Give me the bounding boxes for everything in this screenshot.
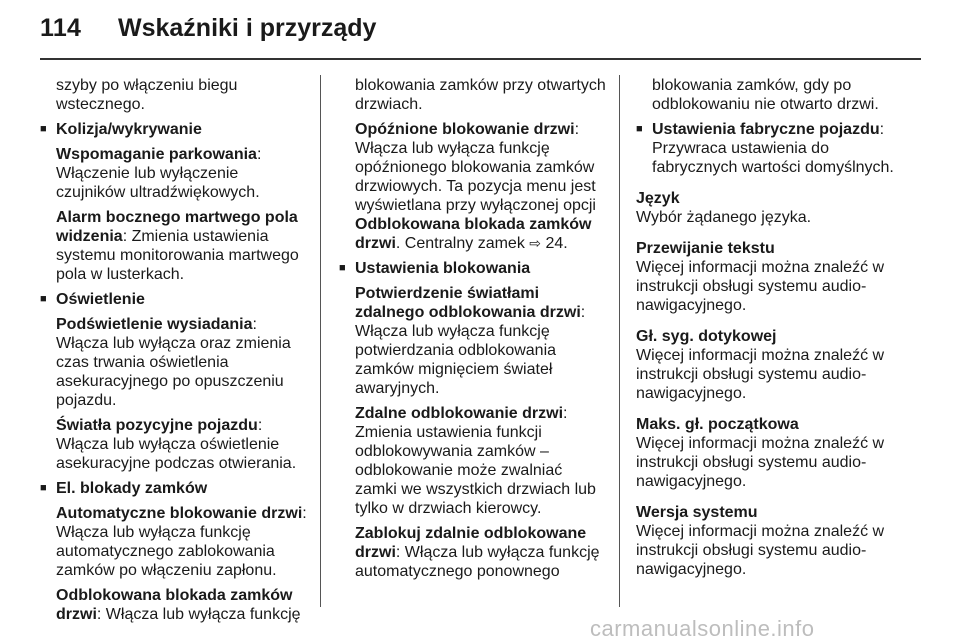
- setting-term: Ustawienia fabryczne pojazdu: [652, 121, 880, 138]
- setting-description: Włącza lub wyłącza funkcję automatycznego zablokowania zamków po włączeniu zapłonu.: [56, 524, 277, 579]
- paragraph: Więcej informacji można znaleźć w instrukcji obsługi systemu audio-nawigacyjnego.: [636, 435, 885, 490]
- setting-term: Wspomaganie parkowania: [56, 146, 257, 163]
- setting-description: Zmienia ustawienia funkcji odblokowywania zamków – odblokowanie może zwalniać zamki we wszystkich drzwiach lub tylko w drzwiach kierowcy.: [355, 424, 596, 517]
- setting-item: Zdalne odblokowanie drzwi: Zmienia ustawienia funkcji odblokowywania zamków – odblokowanie może zwalniać zamki we wszystkich drzwiach lub tylko w drzwiach kierowcy.: [355, 405, 596, 517]
- setting-item: Opóźnione blokowanie drzwi: Włącza lub wyłącza funkcję opóźnionego blokowania zamków drzwiowych. Ta pozycja menu jest wyświetlana przy wyłączonej opcji Odblokowana blokada zamków drzwi. Centralny zamek ⇨ 24.: [355, 121, 596, 252]
- section-heading: ■ Kolizja/wykrywanie: [40, 120, 308, 139]
- setting-description: Przywraca ustawienia do fabrycznych wartości domyślnych.: [652, 140, 894, 176]
- page-number: 114: [40, 14, 82, 42]
- setting-description: : Włącza lub wyłącza funkcję: [96, 606, 301, 623]
- page-title: Wskaźniki i przyrządy: [118, 14, 377, 42]
- continued-text: blokowania zamków przy otwartych drzwiach.: [355, 77, 606, 113]
- setting-item: Wspomaganie parkowania: Włączenie lub wyłączenie czujników ultradźwiękowych.: [56, 146, 262, 201]
- subheading: Maks. gł. początkowa: [636, 416, 799, 433]
- setting-term: Odblokowana blokada zamków drzwi: [56, 587, 293, 623]
- setting-term: Potwierdzenie światłami zdalnego odblokowania drzwi: [355, 285, 581, 321]
- subheading: Gł. syg. dotykowej: [636, 328, 777, 345]
- setting-term: Zablokuj zdalnie odblokowane drzwi: [355, 525, 587, 561]
- column-divider-1: [320, 75, 321, 607]
- setting-term: Zdalne odblokowanie drzwi: [355, 405, 564, 422]
- setting-term: Opóźnione blokowanie drzwi: [355, 121, 575, 138]
- setting-term: Podświetlenie wysiadania: [56, 316, 253, 333]
- intro-text: szyby po włączeniu biegu wstecznego.: [56, 77, 238, 113]
- subheading: Język: [636, 190, 680, 207]
- page-header: [0, 0, 960, 60]
- watermark: carmanualsonline.info: [590, 616, 815, 641]
- setting-item: [40, 315, 308, 410]
- setting-item: [40, 416, 308, 473]
- setting-term: Automatyczne blokowanie drzwi: [56, 505, 303, 522]
- setting-description: : Włącza lub wyłącza funkcję potwierdzania odblokowania zamków mignięciem świateł awaryjnych.: [355, 304, 586, 397]
- paragraph: Więcej informacji można znaleźć w instrukcji obsługi systemu audio-nawigacyjnego.: [636, 523, 885, 578]
- setting-item: [339, 524, 607, 581]
- setting-term: Światła pozycyjne pojazdu: [56, 417, 258, 434]
- setting-description: : Włącza lub wyłącza oświetlenie asekuracyjne podczas otwierania.: [56, 417, 297, 472]
- column-1: [40, 76, 308, 624]
- setting-item: [40, 208, 308, 284]
- setting-item: [40, 586, 308, 624]
- section-heading: ■ Ustawienia blokowania: [339, 259, 607, 278]
- setting-description: . Centralny zamek: [395, 235, 525, 252]
- page-reference-icon: ⇨: [529, 235, 542, 251]
- page-reference: 24.: [545, 235, 568, 252]
- setting-term: Alarm bocznego martwego pola widzenia: [56, 209, 298, 245]
- paragraph: Więcej informacji można znaleźć w instrukcji obsługi systemu audio-nawigacyjnego.: [636, 347, 885, 402]
- setting-item: [339, 284, 607, 398]
- setting-description: : Włącza lub wyłącza oraz zmienia czas trwania oświetlenia asekuracyjnego po opuszczeniu pojazdu.: [56, 316, 291, 409]
- subheading: Wersja systemu: [636, 504, 758, 521]
- setting-description: : Włącza lub wyłącza funkcję automatycznego ponownego: [355, 544, 600, 580]
- setting-item: ■ Ustawienia fabryczne pojazdu: Przywraca ustawienia do fabrycznych wartości domyślnych.: [636, 120, 916, 177]
- continued-text: blokowania zamków, gdy po odblokowaniu nie otwarto drzwi.: [652, 77, 879, 113]
- setting-description: Włącza lub wyłącza funkcję opóźnionego blokowania zamków drzwiowych. Ta pozycja menu jest wyświetlana przy wyłączonej opcji: [355, 140, 596, 214]
- paragraph: Więcej informacji można znaleźć w instrukcji obsługi systemu audio-nawigacyjnego.: [636, 259, 885, 314]
- header-rule: [40, 58, 921, 60]
- setting-item: Automatyczne blokowanie drzwi: Włącza lub wyłącza funkcję automatycznego zablokowania zamków po włączeniu zapłonu.: [56, 505, 307, 579]
- section-heading: ■ Oświetlenie: [40, 290, 308, 309]
- paragraph: Wybór żądanego języka.: [636, 209, 812, 226]
- column-2: [339, 76, 607, 581]
- section-heading: ■ El. blokady zamków: [40, 479, 308, 498]
- column-divider-2: [619, 75, 620, 607]
- setting-description: : Zmienia ustawienia systemu monitorowania martwego pola w lusterkach.: [56, 228, 299, 283]
- setting-term-inline: Odblokowana blokada zamków drzwi: [355, 216, 592, 252]
- column-3: [636, 76, 916, 579]
- setting-description: Włączenie lub wyłączenie czujników ultradźwiękowych.: [56, 165, 260, 201]
- subheading: Przewijanie tekstu: [636, 240, 775, 257]
